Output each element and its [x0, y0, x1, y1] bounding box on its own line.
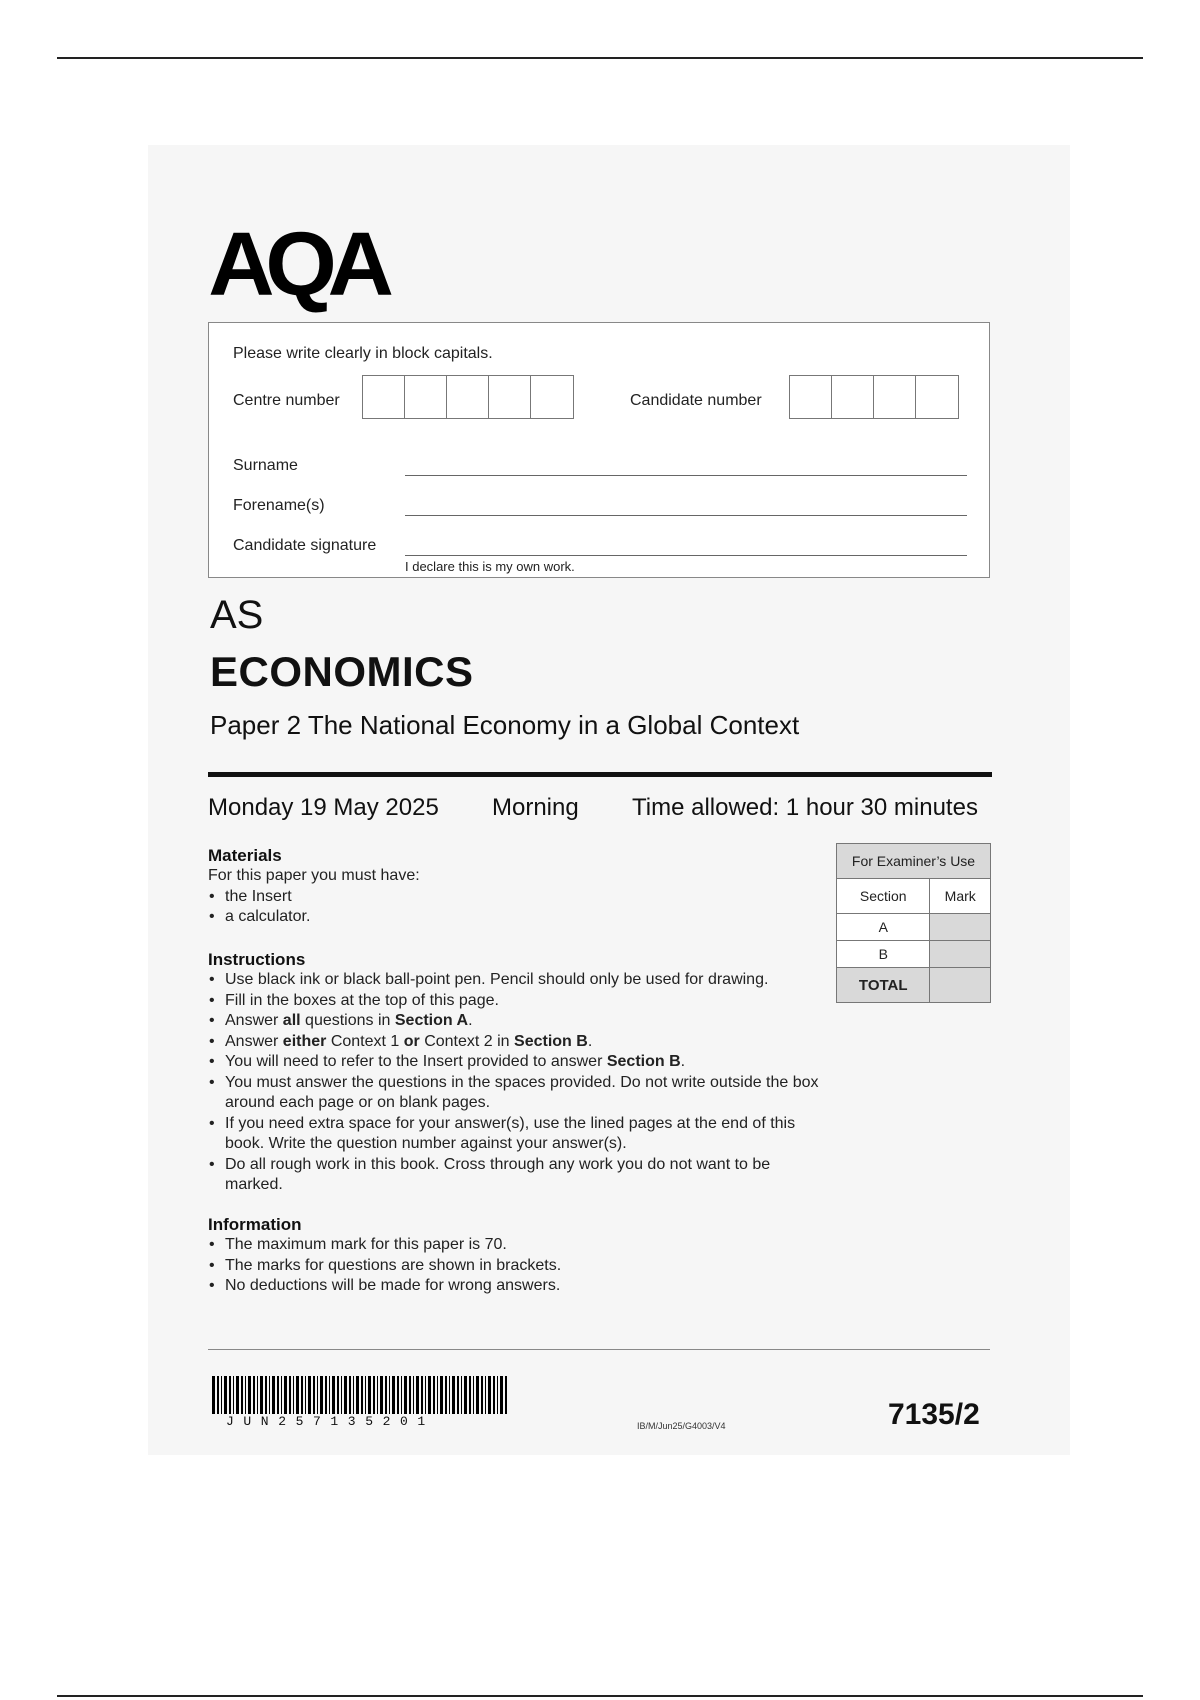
centre-number-field[interactable] [362, 375, 574, 419]
barcode-bar [233, 1376, 234, 1414]
centre-number-cell[interactable] [405, 376, 447, 418]
barcode-bar [397, 1376, 399, 1414]
barcode-bar [337, 1376, 339, 1414]
barcode-bar [404, 1376, 407, 1414]
mark-column-header: Mark [930, 879, 991, 914]
barcode-bar [368, 1376, 371, 1414]
information-section [208, 1214, 828, 1297]
barcode-bar [293, 1376, 294, 1414]
barcode-bar [464, 1376, 467, 1414]
aqa-logo [208, 215, 385, 315]
candidate-number-cell[interactable] [790, 376, 832, 418]
list-item: • No deductions will be made for wrong answers. [208, 1276, 828, 1297]
exam-session: Morning [492, 794, 579, 821]
examiner-use-table [836, 843, 991, 1003]
list-item: • The marks for questions are shown in brackets. [208, 1256, 828, 1277]
barcode-bar [289, 1376, 291, 1414]
barcode-bar [413, 1376, 414, 1414]
materials-heading: Materials [208, 846, 282, 865]
list-item: • If you need extra space for your answer(s), use the lined pages at the end of this book. Write the question number against your answer(s). [208, 1114, 828, 1155]
barcode-bar [301, 1376, 303, 1414]
barcode-bar [409, 1376, 411, 1414]
page-top-rule [57, 57, 1143, 59]
barcode-bar [421, 1376, 423, 1414]
barcode-bar [493, 1376, 495, 1414]
list-item: • Do all rough work in this book. Cross through any work you do not want to be marked. [208, 1155, 828, 1196]
information-list [208, 1235, 828, 1297]
barcode-bar [437, 1376, 438, 1414]
barcode-bar [313, 1376, 315, 1414]
candidate-details-box [208, 322, 990, 578]
barcode-bar [317, 1376, 318, 1414]
signature-label: Candidate signature [233, 537, 377, 554]
barcode-bar [440, 1376, 443, 1414]
forename-line[interactable] [405, 515, 967, 516]
barcode-bar [320, 1376, 323, 1414]
barcode-bar [356, 1376, 359, 1414]
barcode-bar [325, 1376, 327, 1414]
barcode-bar [392, 1376, 395, 1414]
barcode-bar [241, 1376, 243, 1414]
barcode-bar [380, 1376, 383, 1414]
barcode-bar [221, 1376, 222, 1414]
barcode-bar [305, 1376, 306, 1414]
surname-label: Surname [233, 457, 298, 474]
barcode-bar [344, 1376, 347, 1414]
centre-number-cell[interactable] [531, 376, 573, 418]
barcode-bar [341, 1376, 342, 1414]
materials-section [208, 845, 828, 928]
exam-date: Monday 19 May 2025 [208, 794, 439, 821]
section-column-header: Section [837, 879, 930, 914]
candidate-number-field[interactable] [789, 375, 959, 419]
barcode-bar [473, 1376, 474, 1414]
barcode [212, 1376, 508, 1414]
barcode-bar [349, 1376, 351, 1414]
page-bottom-rule [57, 1695, 1143, 1697]
barcode-bar [445, 1376, 447, 1414]
barcode-bar [485, 1376, 486, 1414]
list-item: • You must answer the questions in the spaces provided. Do not write outside the box around each page or on blank pages. [208, 1073, 828, 1114]
barcode-bar [296, 1376, 299, 1414]
barcode-bar [497, 1376, 498, 1414]
list-item: • Answer either Context 1 or Context 2 in Section B. [208, 1032, 828, 1053]
barcode-bar [281, 1376, 282, 1414]
signature-line[interactable] [405, 555, 967, 556]
list-item: • a calculator. [208, 907, 828, 928]
footer-divider [208, 1349, 990, 1350]
section-a-mark [930, 914, 991, 941]
barcode-bar [353, 1376, 354, 1414]
centre-number-label: Centre number [233, 392, 340, 409]
barcode-bar [217, 1376, 219, 1414]
time-allowed: Time allowed: 1 hour 30 minutes [632, 794, 978, 821]
block-capitals-instruction: Please write clearly in block capitals. [233, 345, 493, 362]
barcode-bar [265, 1376, 267, 1414]
barcode-bar [229, 1376, 231, 1414]
candidate-number-label: Candidate number [630, 392, 762, 409]
barcode-bar [224, 1376, 227, 1414]
barcode-bar [428, 1376, 431, 1414]
barcode-bar [389, 1376, 390, 1414]
barcode-bar [277, 1376, 279, 1414]
barcode-digits: JUN257135201 [226, 1414, 435, 1429]
barcode-bar [253, 1376, 255, 1414]
paper-reference: IB/M/Jun25/G4003/V4 [637, 1421, 726, 1431]
paper-code: 7135/2 [888, 1398, 980, 1431]
list-item: • The maximum mark for this paper is 70. [208, 1235, 828, 1256]
barcode-bar [248, 1376, 251, 1414]
centre-number-cell[interactable] [447, 376, 489, 418]
paper-title: Paper 2 The National Economy in a Global Context [210, 710, 800, 740]
barcode-bar [425, 1376, 426, 1414]
instructions-heading: Instructions [208, 950, 306, 969]
barcode-bar [481, 1376, 483, 1414]
centre-number-cell[interactable] [363, 376, 405, 418]
total-label: TOTAL [837, 968, 930, 1003]
materials-intro: For this paper you must have: [208, 867, 420, 884]
barcode-bar [236, 1376, 239, 1414]
forename-label: Forename(s) [233, 497, 325, 514]
declaration-text: I declare this is my own work. [405, 559, 575, 574]
section-b-mark [930, 941, 991, 968]
barcode-bar [212, 1376, 215, 1414]
barcode-bar [401, 1376, 402, 1414]
list-item: • Fill in the boxes at the top of this page. [208, 991, 828, 1012]
list-item: • You will need to refer to the Insert provided to answer Section B. [208, 1052, 828, 1073]
barcode-bar [284, 1376, 287, 1414]
centre-number-cell[interactable] [489, 376, 531, 418]
barcode-bar [269, 1376, 270, 1414]
barcode-bar [272, 1376, 275, 1414]
section-a-label: A [837, 914, 930, 941]
section-b-label: B [837, 941, 930, 968]
barcode-bar [361, 1376, 363, 1414]
barcode-bar [365, 1376, 366, 1414]
barcode-bar [488, 1376, 491, 1414]
barcode-bar [260, 1376, 263, 1414]
barcode-bar [373, 1376, 375, 1414]
instructions-section [208, 949, 828, 1196]
barcode-bar [332, 1376, 335, 1414]
qualification-level: AS [210, 593, 264, 637]
candidate-number-cell[interactable] [874, 376, 916, 418]
barcode-bar [449, 1376, 450, 1414]
barcode-bar [469, 1376, 471, 1414]
surname-line[interactable] [405, 475, 967, 476]
instructions-list [208, 970, 828, 1196]
barcode-bar [457, 1376, 459, 1414]
list-item: • Answer all questions in Section A. [208, 1011, 828, 1032]
barcode-bar [245, 1376, 246, 1414]
barcode-bar [505, 1376, 507, 1414]
barcode-bar [476, 1376, 479, 1414]
list-item: • the Insert [208, 887, 828, 908]
total-mark [930, 968, 991, 1003]
title-divider [208, 772, 992, 777]
subject-title: ECONOMICS [210, 648, 474, 695]
barcode-bar [257, 1376, 258, 1414]
barcode-bar [329, 1376, 330, 1414]
list-item: • Use black ink or black ball-point pen. Pencil should only be used for drawing. [208, 970, 828, 991]
barcode-bar [308, 1376, 311, 1414]
barcode-bar [385, 1376, 387, 1414]
barcode-bar [500, 1376, 503, 1414]
barcode-bar [461, 1376, 462, 1414]
barcode-bar [377, 1376, 378, 1414]
information-heading: Information [208, 1215, 302, 1234]
candidate-number-cell[interactable] [832, 376, 874, 418]
barcode-bar [416, 1376, 419, 1414]
barcode-bar [433, 1376, 435, 1414]
materials-list [208, 887, 828, 928]
examiner-use-title: For Examiner’s Use [837, 844, 991, 879]
candidate-number-cell[interactable] [916, 376, 958, 418]
barcode-bar [452, 1376, 455, 1414]
logo-text: AQA [208, 215, 385, 315]
